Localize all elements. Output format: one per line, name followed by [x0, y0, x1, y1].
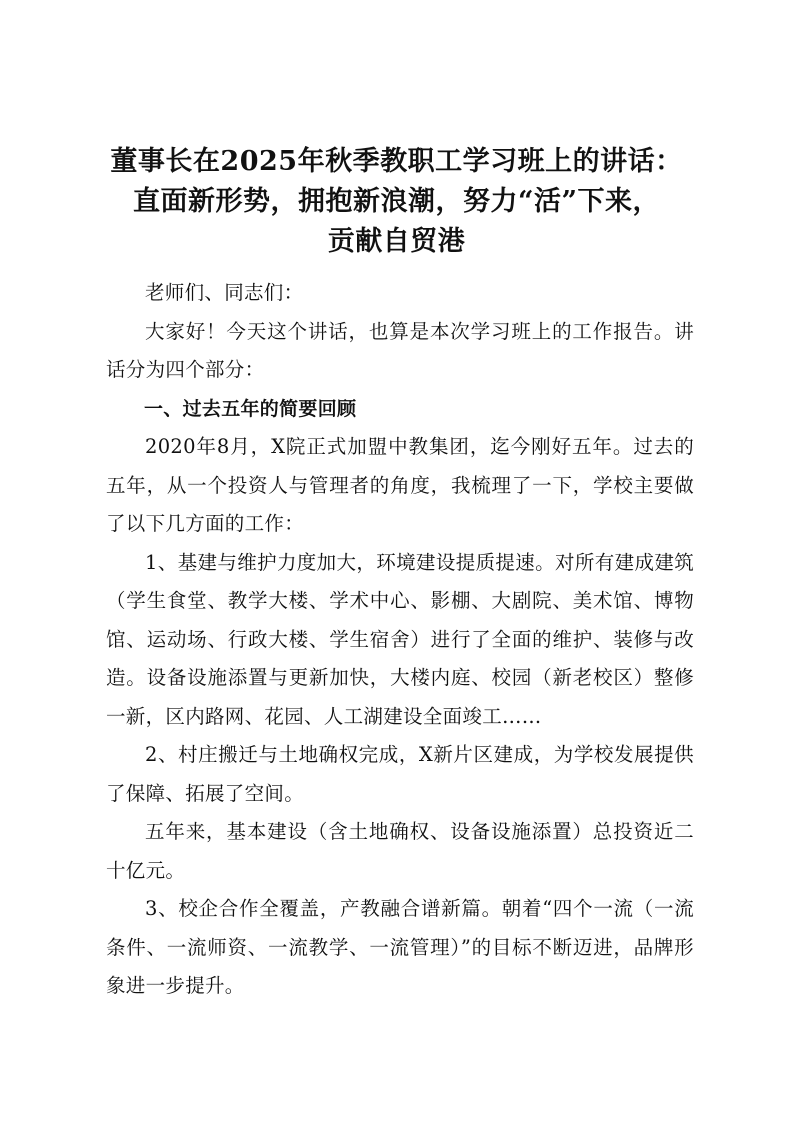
title-line-2: 直面新形势，拥抱新浪潮，努力“活”下来，	[132, 186, 661, 217]
title-line-1: 董事长在2025年秋季教职工学习班上的讲话：	[110, 146, 683, 177]
body-paragraph: 2020年8月，X院正式加盟中教集团，迄今刚好五年。过去的五年，从一个投资人与管理者的角度，我梳理了一下，学校主要做了以下几方面的工作：	[106, 435, 694, 535]
document-body	[106, 274, 694, 1006]
greeting-paragraph: 大家好！今天这个讲话，也算是本次学习班上的工作报告。讲话分为四个部分：	[106, 319, 694, 381]
body-paragraph: 2、村庄搬迁与土地确权完成，X新片区建成，为学校发展提供了保障、拓展了空间。	[106, 743, 694, 805]
body-paragraph: 3、校企合作全覆盖，产教融合谱新篇。朝着“四个一流（一流条件、一流师资、一流教学、一流管理）”的目标不断迈进，品牌形象进一步提升。	[106, 897, 694, 997]
title-line-3: 贡献自贸港	[327, 226, 466, 257]
body-paragraph: 1、基建与维护力度加大，环境建设提质提速。对所有建成建筑（学生食堂、教学大楼、学术中心、影棚、大剧院、美术馆、博物馆、运动场、行政大楼、学生宿舍）进行了全面的维护、装修与改造。设备设施添置与更新加快，大楼内庭、校园（新老校区）整修一新，区内路网、花园、人工湖建设全面竣工……	[106, 550, 694, 728]
body-paragraph: 五年来，基本建设（含土地确权、设备设施添置）总投资近二十亿元。	[106, 820, 694, 882]
section-heading: 一、过去五年的简要回顾	[144, 397, 357, 420]
document-title	[100, 142, 693, 262]
salutation-paragraph: 老师们、同志们：	[145, 281, 304, 304]
